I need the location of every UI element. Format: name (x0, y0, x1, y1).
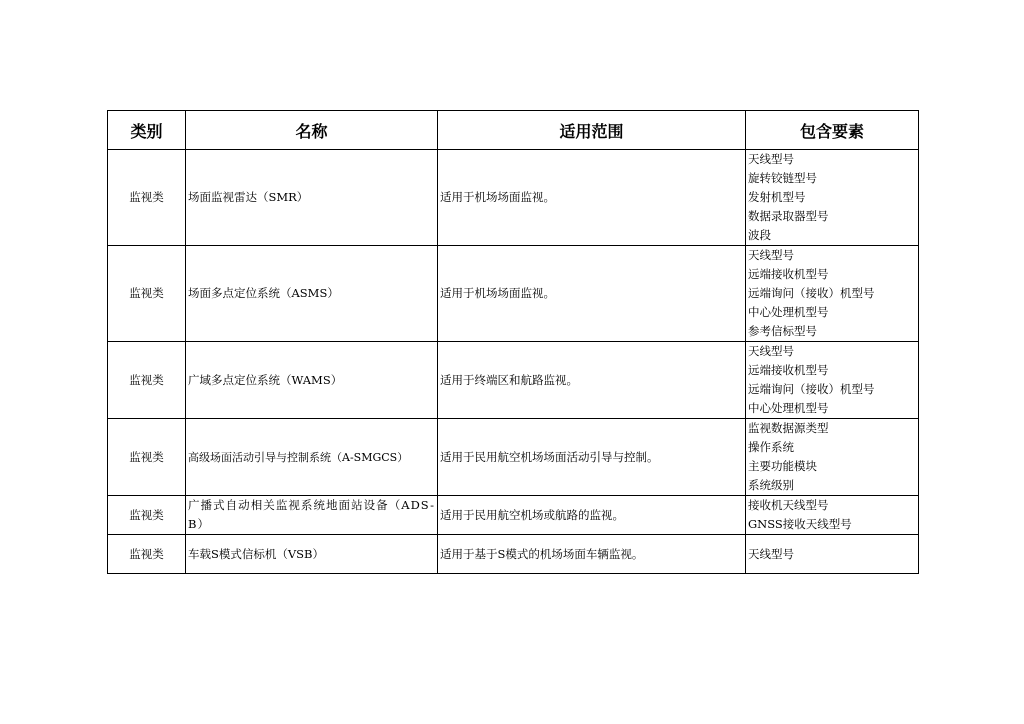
table-row (108, 535, 919, 574)
element-item: 中心处理机型号 (748, 305, 829, 319)
table-row (108, 419, 919, 496)
header-category: 类别 (108, 111, 186, 150)
row-name: 广播式自动相关监视系统地面站设备（ADS-B） (186, 496, 438, 535)
table-row (108, 246, 919, 342)
element-item: 远端询问（接收）机型号 (748, 382, 875, 396)
element-item: 监视数据源类型 (748, 421, 829, 435)
table-header-row (108, 111, 919, 150)
row-category: 监视类 (108, 496, 186, 535)
element-item: 旋转铰链型号 (748, 171, 817, 185)
element-item: 中心处理机型号 (748, 401, 829, 415)
row-category: 监视类 (108, 419, 186, 496)
row-elements (746, 535, 919, 574)
header-elements: 包含要素 (746, 111, 919, 150)
element-item: 远端接收机型号 (748, 363, 829, 377)
row-category: 监视类 (108, 246, 186, 342)
row-elements (746, 246, 919, 342)
table-row (108, 496, 919, 535)
element-item: 远端询问（接收）机型号 (748, 286, 875, 300)
row-scope: 适用于机场场面监视。 (438, 150, 746, 246)
row-scope: 适用于机场场面监视。 (438, 246, 746, 342)
row-scope: 适用于民用航空机场或航路的监视。 (438, 496, 746, 535)
row-elements (746, 150, 919, 246)
element-item: 波段 (748, 228, 771, 242)
element-item: 系统级别 (748, 478, 794, 492)
element-item: 天线型号 (748, 546, 794, 561)
header-name: 名称 (186, 111, 438, 150)
row-elements (746, 496, 919, 535)
row-category: 监视类 (108, 150, 186, 246)
element-item: 操作系统 (748, 440, 794, 454)
row-scope: 适用于基于S模式的机场场面车辆监视。 (438, 535, 746, 574)
element-item: 参考信标型号 (748, 324, 817, 338)
equipment-table (107, 110, 919, 574)
row-elements (746, 342, 919, 419)
element-item: 天线型号 (748, 344, 794, 358)
table-row (108, 342, 919, 419)
row-name: 高级场面活动引导与控制系统（A-SMGCS） (186, 419, 438, 496)
row-name: 车载S模式信标机（VSB） (186, 535, 438, 574)
row-name: 场面监视雷达（SMR） (186, 150, 438, 246)
header-scope: 适用范围 (438, 111, 746, 150)
row-category: 监视类 (108, 342, 186, 419)
row-scope: 适用于民用航空机场场面活动引导与控制。 (438, 419, 746, 496)
element-item: 主要功能模块 (748, 459, 817, 473)
element-item: 接收机天线型号 (748, 498, 829, 512)
element-item: 天线型号 (748, 152, 794, 166)
row-name: 广域多点定位系统（WAMS） (186, 342, 438, 419)
element-item: 数据录取器型号 (748, 209, 829, 223)
row-scope: 适用于终端区和航路监视。 (438, 342, 746, 419)
element-item: 天线型号 (748, 248, 794, 262)
table-row (108, 150, 919, 246)
element-item: 发射机型号 (748, 190, 806, 204)
element-item: GNSS接收天线型号 (748, 517, 852, 531)
row-category: 监视类 (108, 535, 186, 574)
element-item: 远端接收机型号 (748, 267, 829, 281)
row-elements (746, 419, 919, 496)
row-name: 场面多点定位系统（ASMS） (186, 246, 438, 342)
